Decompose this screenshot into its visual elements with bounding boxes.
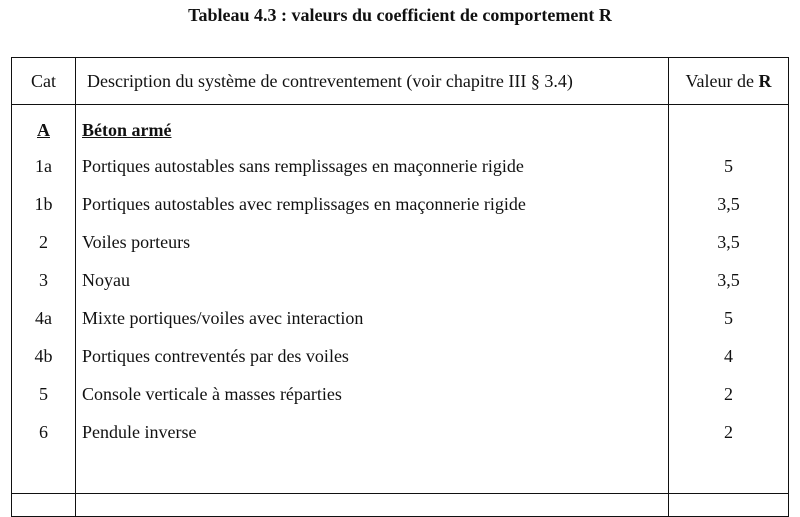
coefficient-table [11, 57, 789, 517]
row-value: 3,5 [717, 194, 740, 214]
header-value-symbol: R [758, 71, 772, 91]
row-value: 5 [724, 308, 733, 328]
header-description: Description du système de contreventement (voir chapitre III § 3.4) [87, 71, 573, 91]
section-cat: A [37, 120, 50, 140]
table-caption: Tableau 4.3 : valeurs du coefficient de comportement R [188, 5, 612, 25]
header-value-prefix: Valeur de [685, 71, 759, 91]
row-description: Voiles porteurs [82, 232, 191, 252]
row-description: Pendule inverse [82, 422, 197, 442]
row-value: 2 [724, 422, 733, 442]
row-value: 4 [724, 346, 733, 366]
row-cat: 2 [39, 232, 48, 252]
row-value: 3,5 [717, 232, 740, 252]
row-cat: 5 [39, 384, 48, 404]
row-description: Noyau [82, 270, 130, 290]
row-description: Portiques contreventés par des voiles [82, 346, 349, 366]
column-divider-cat [75, 58, 76, 516]
header-cat: Cat [31, 71, 56, 91]
row-description: Console verticale à masses réparties [82, 384, 342, 404]
row-description: Mixte portiques/voiles avec interaction [82, 308, 364, 328]
row-description: Portiques autostables sans remplissages en maçonnerie rigide [82, 156, 524, 176]
header-divider [12, 104, 788, 105]
row-cat: 1b [34, 194, 53, 214]
row-cat: 1a [35, 156, 52, 176]
bottom-divider [12, 493, 788, 494]
row-cat: 4b [34, 346, 53, 366]
row-value: 2 [724, 384, 733, 404]
row-cat: 4a [35, 308, 52, 328]
row-cat: 3 [39, 270, 48, 290]
row-value: 5 [724, 156, 733, 176]
row-cat: 6 [39, 422, 48, 442]
section-title: Béton armé [82, 120, 172, 140]
row-description: Portiques autostables avec remplissages en maçonnerie rigide [82, 194, 526, 214]
header-value [668, 69, 789, 93]
row-value: 3,5 [717, 270, 740, 290]
